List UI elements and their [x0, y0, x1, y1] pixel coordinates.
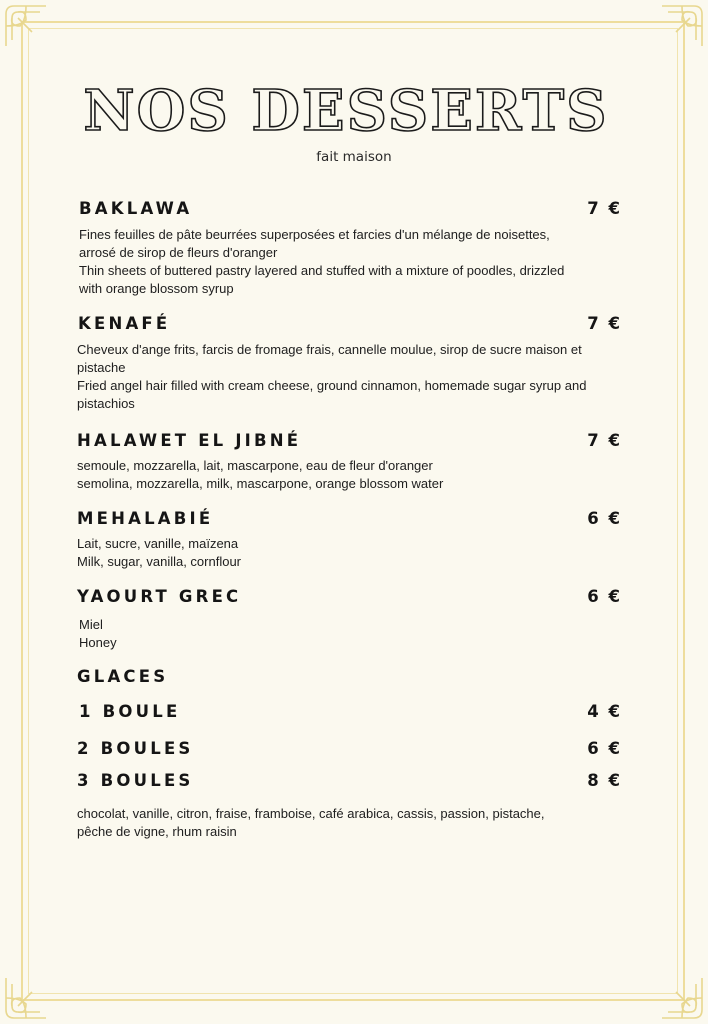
menu-item-name: BAKLAWA — [79, 199, 193, 218]
flavors-line: pêche de vigne, rhum raisin — [77, 824, 237, 839]
menu-item-price: 6 € — [587, 509, 622, 528]
menu-item-price: 6 € — [587, 587, 622, 606]
description-line: with orange blossom syrup — [79, 281, 234, 296]
flavors-line: chocolat, vanille, citron, fraise, framboise, café arabica, cassis, passion, pistache, — [77, 806, 545, 821]
description-line: Honey — [79, 635, 117, 650]
ice-cream-option-price: 4 € — [587, 702, 622, 721]
description-line: Miel — [79, 617, 103, 632]
corner-ornament-icon — [0, 964, 60, 1024]
description-line: Thin sheets of buttered pastry layered and stuffed with a mixture of poodles, drizzled — [79, 263, 565, 278]
description-line: arrosé de sirop de fleurs d'oranger — [79, 245, 278, 260]
ice-cream-option-name: 1 BOULE — [79, 702, 181, 721]
ice-cream-option-price: 8 € — [587, 771, 622, 790]
description-line: pistache — [77, 360, 126, 375]
description-line: Lait, sucre, vanille, maïzena — [77, 536, 239, 551]
menu-item-description — [77, 457, 637, 493]
ice-cream-option-price: 6 € — [587, 739, 622, 758]
description-line: semoule, mozzarella, lait, mascarpone, eau de fleur d'oranger — [77, 458, 433, 473]
menu-item-description — [79, 226, 639, 298]
page-title — [0, 80, 708, 144]
description-line: Fines feuilles de pâte beurrées superposées et farcies d'un mélange de noisettes, — [79, 227, 550, 242]
page-subtitle: fait maison — [316, 149, 392, 165]
menu-item-name: YAOURT GREC — [77, 587, 242, 606]
corner-ornament-icon — [0, 0, 60, 60]
menu-item-name: MEHALABIÉ — [77, 509, 214, 528]
menu-item-name: HALAWET EL JIBNÉ — [77, 431, 302, 450]
description-line: Milk, sugar, vanilla, cornflour — [77, 554, 242, 569]
corner-ornament-icon — [648, 964, 708, 1024]
page-title-text: NOS DESSERTS — [83, 80, 609, 144]
menu-item-price: 7 € — [587, 199, 622, 218]
description-line: semolina, mozzarella, milk, mascarpone, orange blossom water — [77, 476, 444, 491]
menu-item-description — [77, 341, 637, 413]
menu-item-description — [79, 616, 639, 652]
menu-item-name: KENAFÉ — [78, 314, 171, 333]
menu-item-description — [77, 535, 637, 571]
description-line: Cheveux d'ange frits, farcis de fromage frais, cannelle moulue, sirop de sucre maison et — [77, 342, 582, 357]
menu-item-price: 7 € — [587, 314, 622, 333]
description-line: pistachios — [77, 396, 135, 411]
description-line: Fried angel hair filled with cream cheese, ground cinnamon, homemade sugar syrup and — [77, 378, 587, 393]
ice-cream-flavors — [77, 805, 637, 841]
menu-item-price: 7 € — [587, 431, 622, 450]
section-heading-glaces: GLACES — [77, 667, 169, 686]
ice-cream-option-name: 3 BOULES — [77, 771, 194, 790]
ice-cream-option-name: 2 BOULES — [77, 739, 194, 758]
corner-ornament-icon — [648, 0, 708, 60]
